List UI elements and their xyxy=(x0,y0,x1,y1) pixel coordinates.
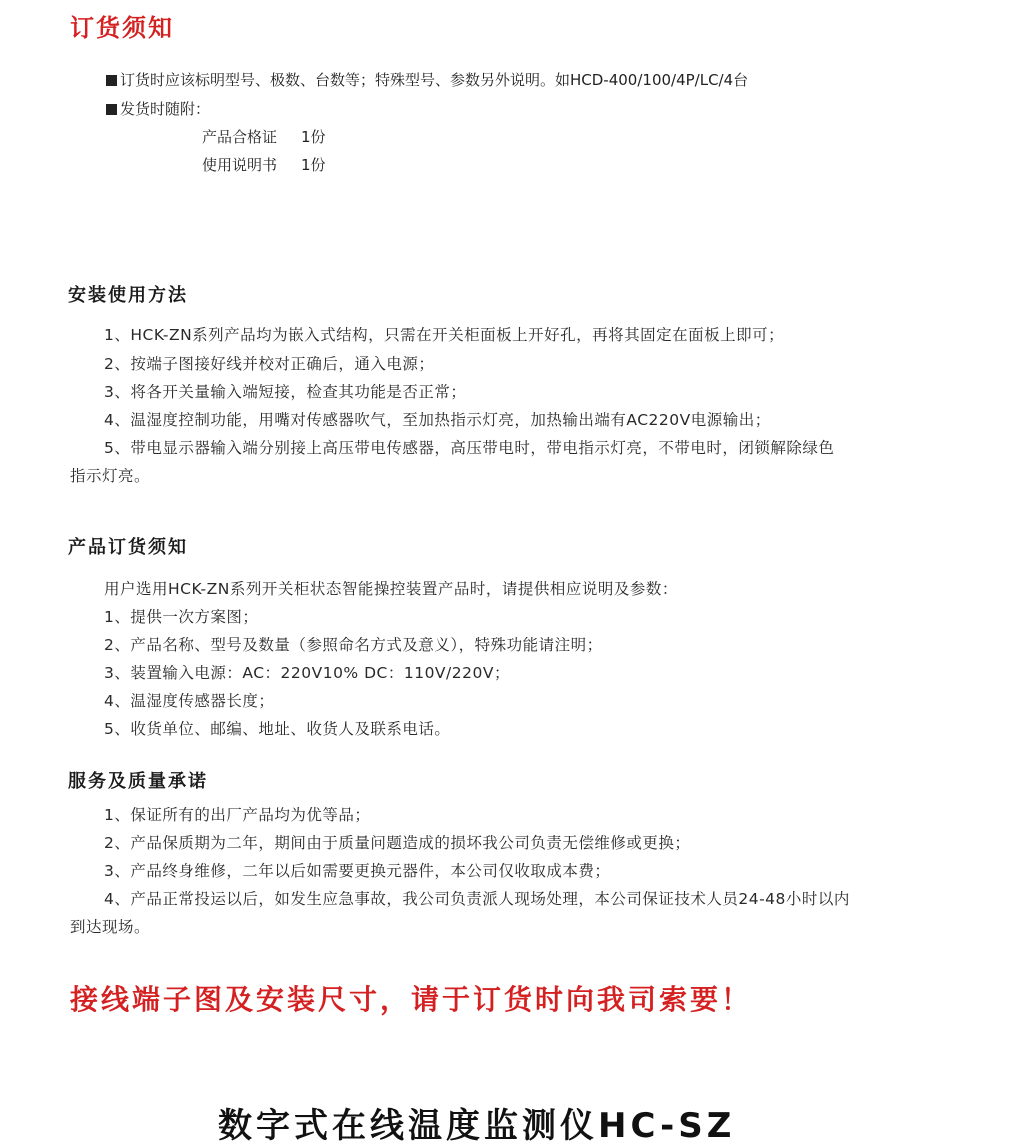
install-heading: 安装使用方法 xyxy=(68,285,188,306)
order-notice-line-1: 订货时应该标明型号、极数、台数等；特殊型号、参数另外说明。如HCD-400/100/4P/LC/4台 xyxy=(106,69,748,90)
attachment-item: 产品合格证 1份 xyxy=(202,128,326,146)
next-section-title: 数字式在线温度监测仪HC-SZ xyxy=(218,1106,736,1146)
bullet-square-icon xyxy=(106,75,117,86)
product-order-item: 5、收货单位、邮编、地址、收货人及联系电话。 xyxy=(104,720,451,738)
bullet-square-icon xyxy=(106,104,117,115)
attachment-item: 使用说明书 1份 xyxy=(202,156,326,174)
product-order-item: 2、产品名称、型号及数量（参照命名方式及意义），特殊功能请注明； xyxy=(104,636,603,654)
install-item: 2、按端子图接好线并校对正确后，通入电源； xyxy=(104,355,435,373)
service-item-continuation: 到达现场。 xyxy=(70,918,151,936)
install-item: 1、HCK-ZN系列产品均为嵌入式结构，只需在开关柜面板上开好孔，再将其固定在面板上即可； xyxy=(104,326,785,344)
service-heading: 服务及质量承诺 xyxy=(68,771,208,792)
service-item: 1、保证所有的出厂产品均为优等品； xyxy=(104,806,371,824)
install-item: 5、带电显示器输入端分别接上高压带电传感器，高压带电时，带电指示灯亮，不带电时，闭锁解除绿色 xyxy=(104,439,835,457)
install-item: 4、温湿度控制功能，用嘴对传感器吹气，至加热指示灯亮，加热输出端有AC220V电源输出； xyxy=(104,411,771,429)
product-order-item: 4、温湿度传感器长度； xyxy=(104,692,275,710)
product-order-intro: 用户选用HCK-ZN系列开关柜状态智能操控装置产品时，请提供相应说明及参数： xyxy=(104,580,678,598)
service-item: 4、产品正常投运以后，如发生应急事故，我公司负责派人现场处理，本公司保证技术人员24-48小时以内 xyxy=(104,890,850,908)
product-order-item: 1、提供一次方案图； xyxy=(104,608,259,626)
wiring-diagram-notice: 接线端子图及安装尺寸，请于订货时向我司索要！ xyxy=(70,983,753,1016)
install-item-continuation: 指示灯亮。 xyxy=(70,467,151,485)
order-notice-heading: 订货须知 xyxy=(70,14,174,42)
product-order-item: 3、装置输入电源：AC：220V10% DC：110V/220V； xyxy=(104,664,510,682)
service-item: 3、产品终身维修，二年以后如需要更换元器件，本公司仅收取成本费； xyxy=(104,862,611,880)
service-item: 2、产品保质期为二年，期间由于质量问题造成的损坏我公司负责无偿维修或更换； xyxy=(104,834,691,852)
product-order-heading: 产品订货须知 xyxy=(68,537,188,558)
order-notice-line-2: 发货时随附： xyxy=(106,98,210,119)
install-item: 3、将各开关量输入端短接，检查其功能是否正常； xyxy=(104,383,467,401)
